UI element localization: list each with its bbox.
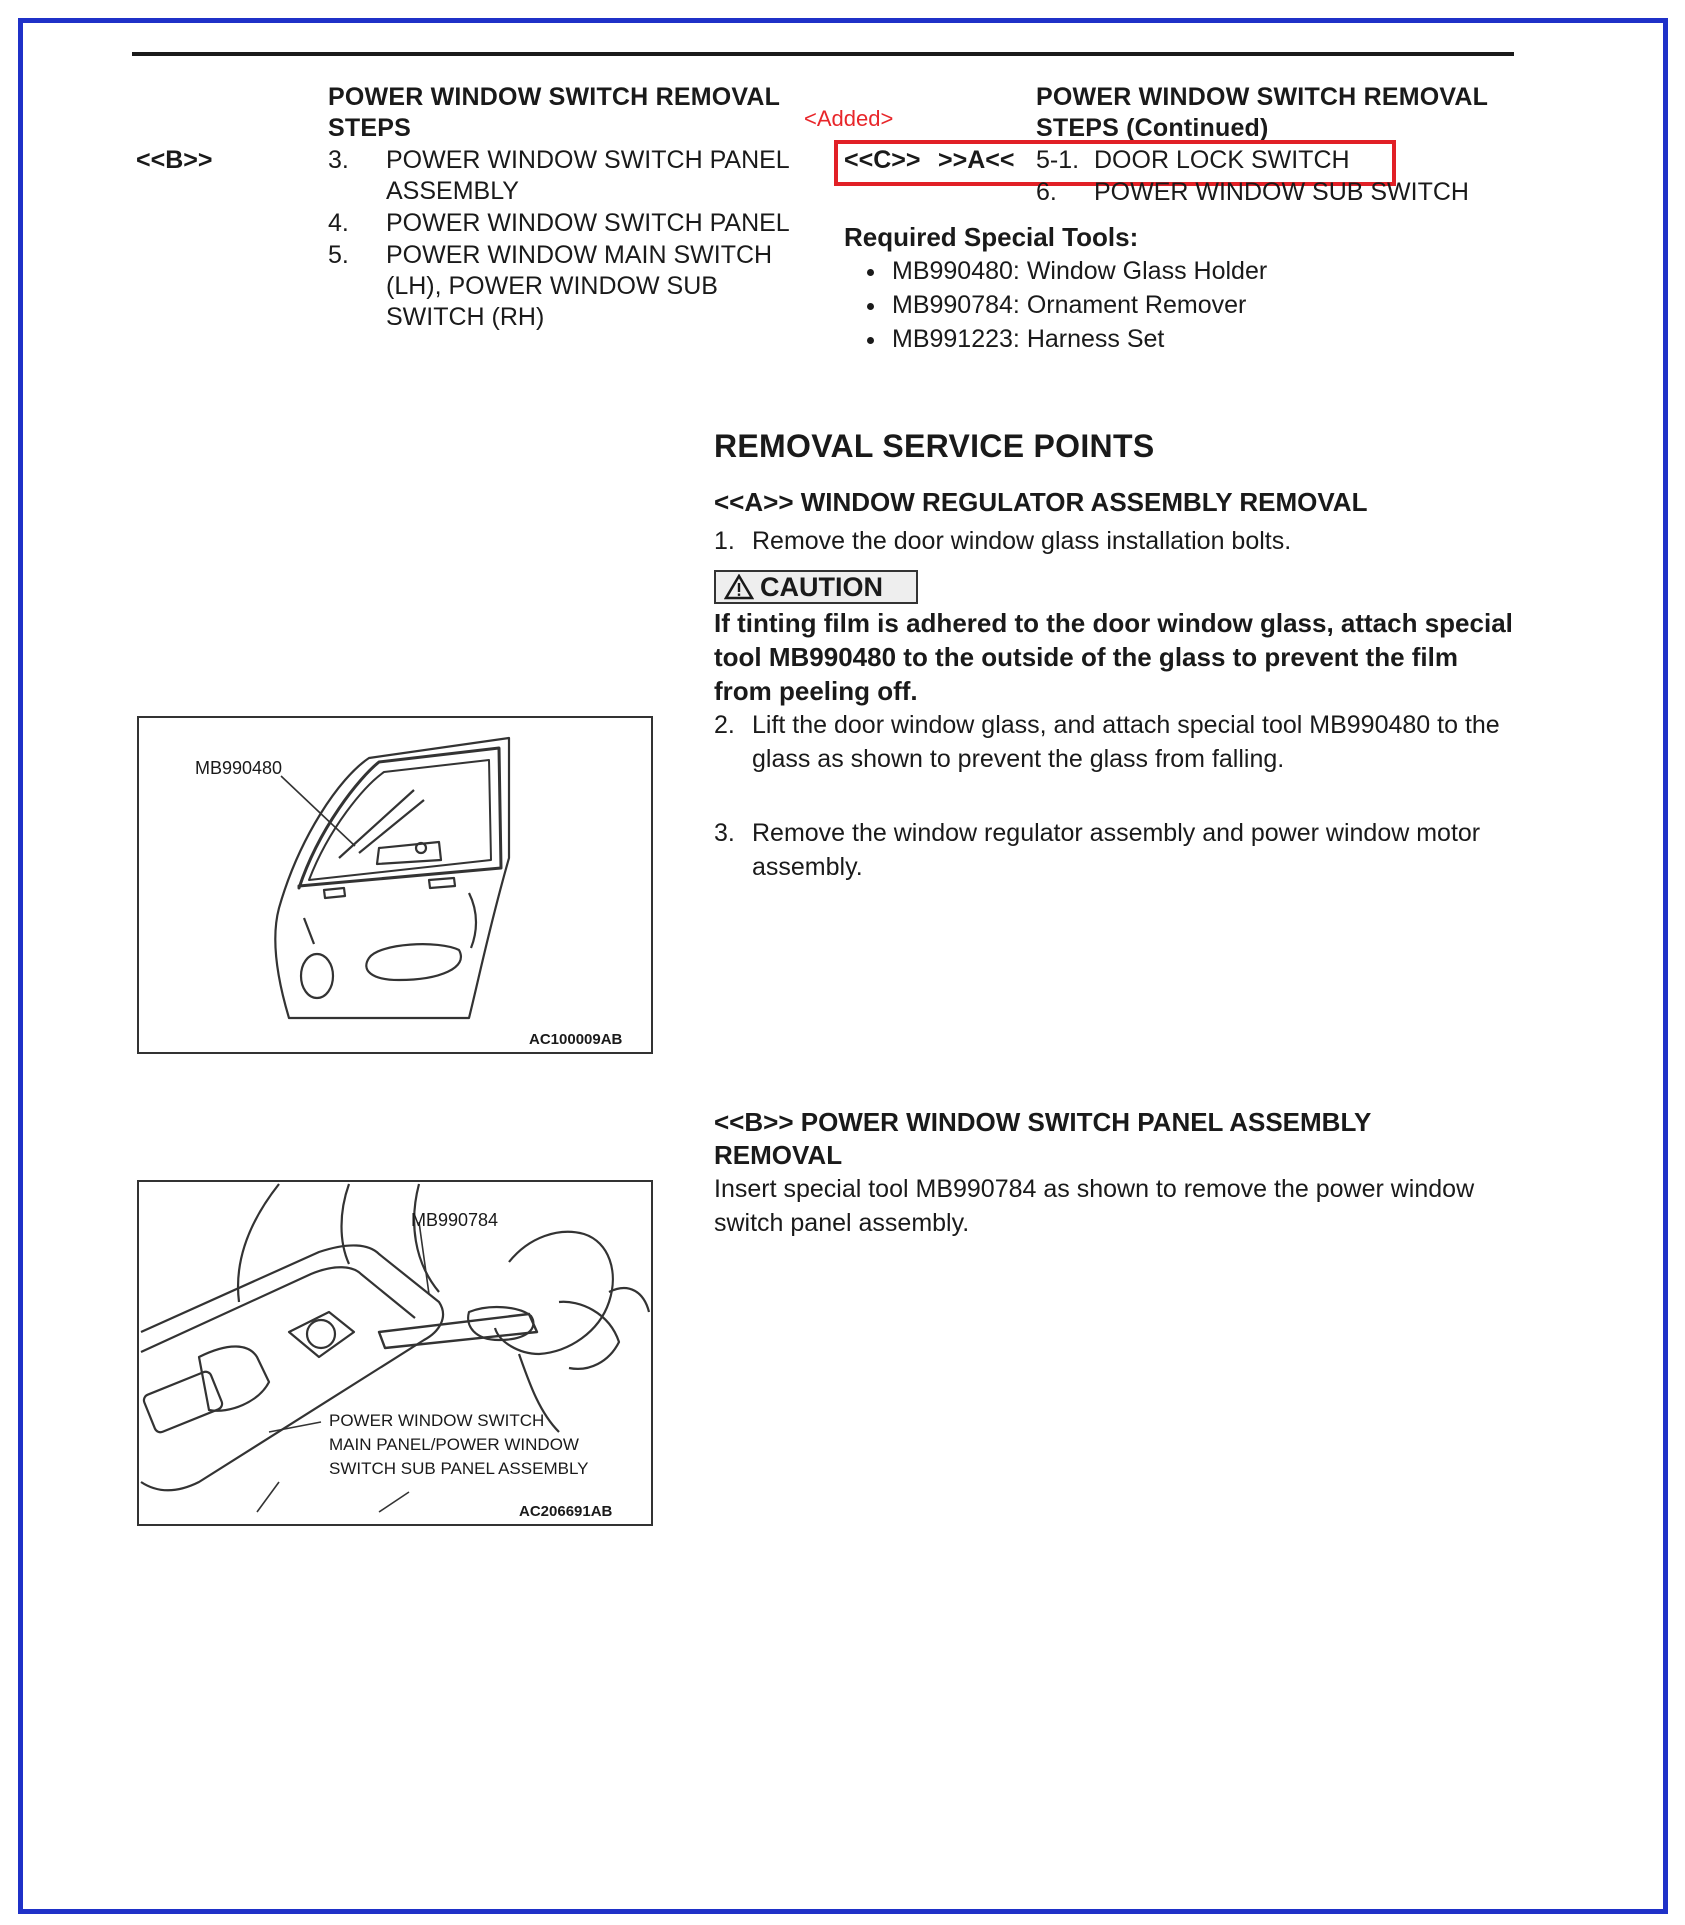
step-label: POWER WINDOW SWITCH PANEL ASSEMBLY [386,146,789,205]
section-a-step-1 [714,524,1514,558]
left-step-3 [328,145,818,207]
figure-switch-panel [137,1180,653,1526]
section-b-title: <<B>> POWER WINDOW SWITCH PANEL ASSEMBLY REMOVAL [714,1107,1371,1170]
step-number: 3. [714,819,735,847]
tools-list [844,254,1484,356]
caution-label: CAUTION [760,571,883,602]
left-step-4 [328,208,818,239]
ref-b-label: <<B>> [136,146,213,174]
step-text: Lift the door window glass, and attach special tool MB990480 to the glass as shown to prevent the glass from falling. [752,711,1500,773]
caution-text: If tinting film is adhered to the door window glass, attach special tool MB990480 to the outside of the glass to prevent the film from peeling off. [714,608,1513,706]
figure1-code: AC100009AB [529,1031,623,1048]
step-number: 1. [714,527,735,555]
section-a-step-3 [714,816,1514,884]
step-label: POWER WINDOW SWITCH PANEL [386,209,790,237]
door-illustration [139,718,651,1052]
caution-badge [714,570,918,604]
step-label: POWER WINDOW SUB SWITCH [1094,178,1469,206]
step-text: Remove the door window glass installation bolts. [752,527,1292,555]
section-a-title: <<A>> WINDOW REGULATOR ASSEMBLY REMOVAL [714,487,1368,517]
step-number: 4. [328,209,349,237]
step-label: DOOR LOCK SWITCH [1094,146,1350,174]
added-tag: <Added> [804,106,894,131]
required-tools [844,220,1484,356]
ref-a-label: >>A<< [938,146,1015,174]
step-label: POWER WINDOW MAIN SWITCH (LH), POWER WINDOW SUB SWITCH (RH) [386,241,773,331]
section-a-step-2 [714,708,1514,776]
step-text: Remove the window regulator assembly and power window motor assembly. [752,819,1481,881]
left-steps-title: POWER WINDOW SWITCH REMOVAL STEPS [328,83,780,142]
figure2-panel-label-1: POWER WINDOW SWITCH [329,1411,545,1430]
right-step-5-1 [1036,145,1350,176]
tool-item: • MB990784: Ornament Remover [888,288,1484,322]
step-number: 6. [1036,178,1057,206]
header-rule [132,52,1514,56]
figure-door-glass [137,716,653,1054]
step-number: 5. [328,241,349,269]
tool-item: • MB991223: Harness Set [888,322,1484,356]
right-steps-title: POWER WINDOW SWITCH REMOVAL STEPS (Continued) [1036,83,1488,142]
figure2-panel-label-2: MAIN PANEL/POWER WINDOW [329,1435,579,1454]
tool-item: • MB990480: Window Glass Holder [888,254,1484,288]
removal-service-points-title: REMOVAL SERVICE POINTS [714,428,1155,464]
left-step-5 [328,240,818,333]
right-step-6 [1036,177,1469,208]
step-number: 3. [328,146,349,174]
figure2-tool-label: MB990784 [411,1210,499,1230]
step-number: 2. [714,711,735,739]
figure2-code: AC206691AB [519,1503,613,1520]
switch-panel-illustration [139,1182,651,1524]
ref-c-label: <<C>> [844,146,921,174]
step-number: 5-1. [1036,146,1080,174]
tools-heading: Required Special Tools: [844,222,1139,252]
warning-triangle-icon [724,574,754,600]
figure2-panel-label-3: SWITCH SUB PANEL ASSEMBLY [329,1459,589,1478]
figure1-tool-label: MB990480 [195,758,283,778]
section-b-text: Insert special tool MB990784 as shown to remove the power window switch panel assembly. [714,1175,1475,1237]
